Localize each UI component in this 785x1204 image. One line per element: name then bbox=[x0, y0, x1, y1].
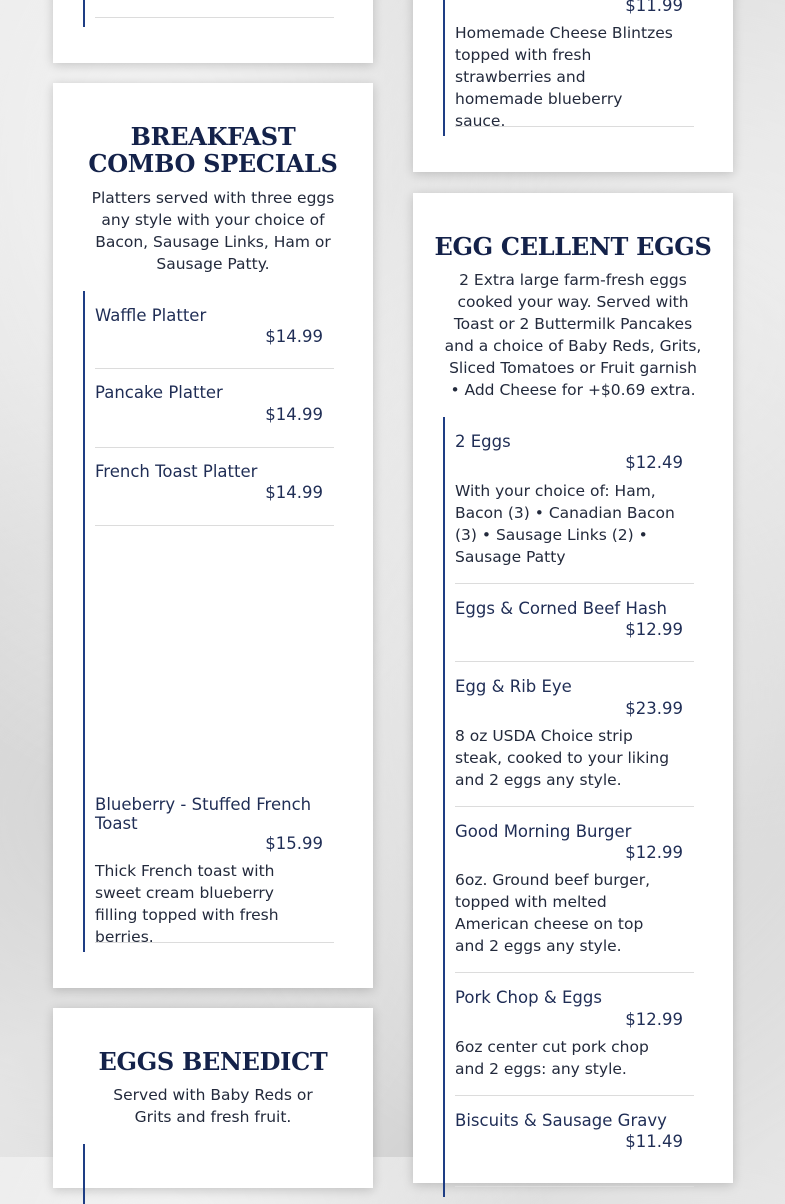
menu-item[interactable] bbox=[455, 973, 694, 1096]
item-price: $15.99 bbox=[265, 834, 323, 853]
menu-item[interactable] bbox=[455, 417, 694, 584]
menu-card-egg-cellent bbox=[413, 193, 733, 1183]
item-description: 6oz. Ground beef burger, topped with melted American cheese on top and 2 eggs any style. bbox=[455, 871, 651, 955]
menu-item[interactable] bbox=[95, 526, 334, 946]
section-description: Platters served with three eggs any style with your choice of Bacon, Sausage Links, Ham or Sausage Patty. bbox=[91, 189, 335, 273]
item-name: 2 Eggs bbox=[455, 432, 511, 451]
item-name: Good Morning Burger bbox=[455, 822, 632, 841]
item-price: $14.99 bbox=[265, 483, 323, 502]
item-name: Egg & Rib Eye bbox=[455, 677, 572, 696]
menu-item[interactable] bbox=[455, 0, 694, 130]
menu-card-combo-specials bbox=[53, 83, 373, 988]
item-name: Waffle Platter bbox=[95, 306, 207, 325]
item-price: $23.99 bbox=[625, 699, 683, 718]
section-title: EGGS BENEDICT bbox=[98, 1047, 328, 1076]
menu-item[interactable] bbox=[95, 369, 334, 448]
item-price: $12.99 bbox=[625, 843, 683, 862]
menu-list-accent bbox=[443, 417, 683, 1197]
menu-list-accent bbox=[83, 1144, 85, 1204]
item-name: Eggs & Corned Beef Hash bbox=[455, 599, 668, 618]
item-description: 6oz center cut pork chop and 2 eggs: any style. bbox=[455, 1038, 649, 1078]
item-price: $14.99 bbox=[265, 327, 323, 346]
menu-item[interactable] bbox=[455, 1096, 694, 1187]
item-price: $11.49 bbox=[625, 1132, 683, 1151]
item-name: Blueberry - Stuffed French Toast bbox=[95, 795, 312, 833]
section-title: BREAKFAST COMBO SPECIALS bbox=[88, 122, 338, 178]
menu-item[interactable] bbox=[95, 448, 334, 526]
section-description: 2 Extra large farm-fresh eggs cooked your way. Served with Toast or 2 Buttermilk Pancakes and a choice of Baby Reds, Grits, Sliced Tomatoes or Fruit garnish • Add Cheese for +$0.69 extra. bbox=[444, 271, 702, 399]
item-description: Homemade Cheese Blintzes topped with fresh strawberries and homemade blueberry sauce. bbox=[455, 24, 673, 130]
menu-item[interactable] bbox=[455, 584, 694, 662]
section-description: Served with Baby Reds or Grits and fresh fruit. bbox=[113, 1086, 313, 1126]
menu-list-accent bbox=[83, 0, 85, 27]
menu-list-accent bbox=[443, 0, 683, 136]
menu-card-eggs-benedict bbox=[53, 1008, 373, 1188]
item-name: Pork Chop & Eggs bbox=[455, 988, 602, 1007]
item-name: Biscuits & Sausage Gravy bbox=[455, 1111, 667, 1130]
menu-list-accent bbox=[83, 291, 323, 952]
section-title: EGG CELLENT EGGS bbox=[434, 232, 712, 261]
menu-card-top-left bbox=[53, 0, 373, 63]
menu-item[interactable] bbox=[95, 0, 334, 18]
item-price: $12.99 bbox=[625, 620, 683, 639]
menu-card-top-right bbox=[413, 0, 733, 172]
item-description: 8 oz USDA Choice strip steak, cooked to your liking and 2 eggs any style. bbox=[455, 727, 670, 789]
item-description: With your choice of: Ham, Bacon (3) • Canadian Bacon (3) • Sausage Links (2) • Sausage Patty bbox=[455, 482, 675, 566]
menu-item[interactable] bbox=[455, 662, 694, 807]
item-name: French Toast Platter bbox=[95, 462, 258, 481]
item-price: $12.49 bbox=[625, 453, 683, 472]
item-price: $14.99 bbox=[265, 405, 323, 424]
menu-item[interactable] bbox=[95, 291, 334, 369]
item-description: Thick French toast with sweet cream blueberry filling topped with fresh berries. bbox=[95, 862, 279, 946]
item-price: $12.99 bbox=[625, 1010, 683, 1029]
item-name: Pancake Platter bbox=[95, 383, 223, 402]
item-price: $11.99 bbox=[625, 0, 683, 15]
menu-item[interactable] bbox=[455, 807, 694, 973]
